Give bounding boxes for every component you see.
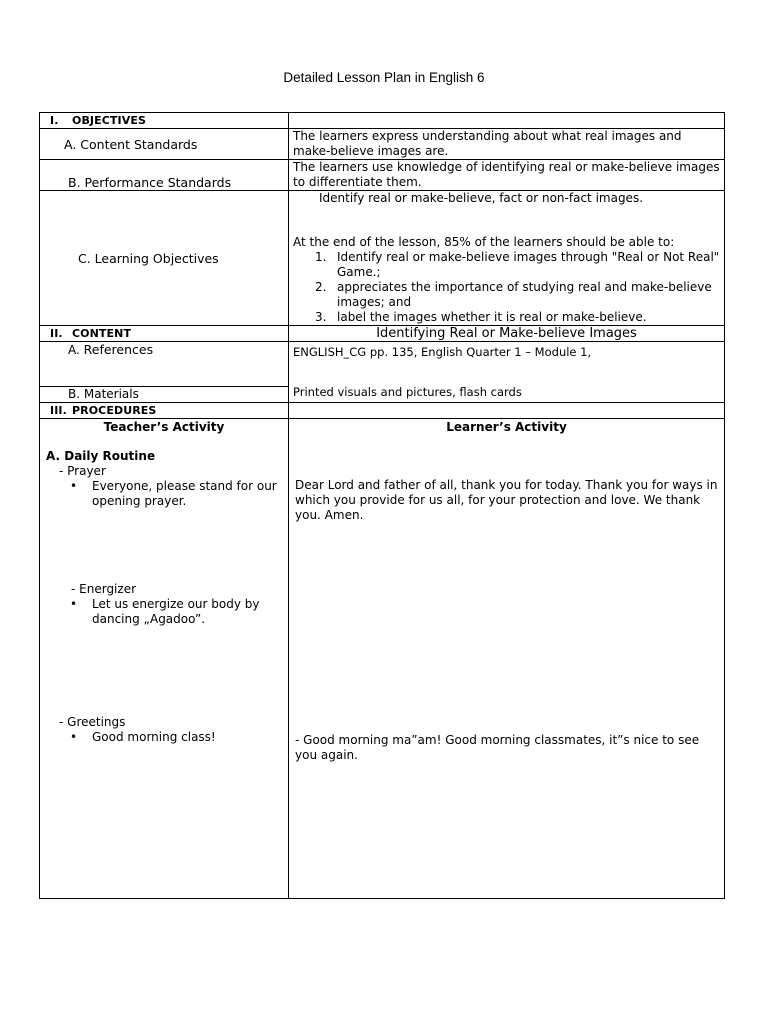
greetings-response: - Good morning ma”am! Good morning classmates, it”s nice to see you again. bbox=[295, 733, 700, 762]
materials-label: B. Materials bbox=[40, 387, 289, 403]
learning-objectives-lead: At the end of the lesson, 85% of the learners should be able to: bbox=[293, 235, 675, 249]
materials-text: Printed visuals and pictures, flash cards bbox=[293, 385, 522, 399]
prayer-list bbox=[40, 479, 288, 509]
learner-activity-cell bbox=[289, 419, 725, 899]
greetings-list bbox=[40, 730, 288, 745]
content-standards-row bbox=[40, 129, 725, 160]
procedures-header-row bbox=[40, 403, 725, 419]
learning-objectives-label: C. Learning Objectives bbox=[40, 191, 289, 326]
document-title: Detailed Lesson Plan in English 6 bbox=[283, 70, 485, 85]
procedures-header: III. PROCEDURES bbox=[40, 403, 289, 419]
content-header: II. CONTENT bbox=[40, 326, 289, 342]
energizer-label: - Energizer bbox=[71, 582, 137, 596]
content-standards-label: A. Content Standards bbox=[40, 129, 289, 160]
references-row bbox=[40, 342, 725, 387]
learner-activity-header: Learner’s Activity bbox=[446, 420, 567, 434]
list-item: • Good morning class! bbox=[66, 730, 288, 745]
list-item: 1. Identify real or make-believe images through "Real or Not Real" Game.; bbox=[315, 250, 720, 279]
references-label: A. References bbox=[40, 342, 289, 387]
teacher-activity-header: Teacher’s Activity bbox=[103, 420, 225, 434]
procedures-body-row bbox=[40, 419, 725, 899]
prayer-response: Dear Lord and father of all, thank you for today. Thank you for ways in which you provide for us all, for your protection and love. We thank you. Amen. bbox=[295, 478, 718, 522]
objectives-header: I. OBJECTIVES bbox=[40, 113, 289, 129]
content-topic: Identifying Real or Make-believe Images bbox=[289, 326, 725, 342]
objectives-header-row bbox=[40, 113, 725, 129]
learning-objectives-intro: Identify real or make-believe, fact or non-fact images. bbox=[319, 191, 644, 205]
list-item: • Everyone, please stand for our opening prayer. bbox=[66, 479, 288, 509]
lesson-plan-table bbox=[39, 112, 725, 899]
greetings-label: - Greetings bbox=[59, 715, 126, 729]
performance-standards-label: B. Performance Standards bbox=[40, 160, 289, 191]
learning-objectives-list bbox=[293, 250, 720, 325]
list-item: 2. appreciates the importance of studying real and make-believe images; and bbox=[315, 280, 712, 309]
content-standards-text: The learners express understanding about what real images and make-believe images are. bbox=[289, 129, 725, 160]
daily-routine-heading: A. Daily Routine bbox=[46, 449, 156, 463]
content-header-row bbox=[40, 326, 725, 342]
references-text: ENGLISH_CG pp. 135, English Quarter 1 – Module 1, bbox=[293, 345, 592, 359]
learning-objectives-cell bbox=[289, 191, 725, 326]
prayer-label: - Prayer bbox=[59, 464, 106, 478]
performance-standards-text: The learners use knowledge of identifying real or make-believe images to differentiate them. bbox=[289, 160, 725, 191]
teacher-activity-cell bbox=[40, 419, 289, 899]
list-item: • Let us energize our body by dancing „Agadoo”. bbox=[66, 597, 288, 627]
learning-objectives-row bbox=[40, 191, 725, 326]
energizer-list bbox=[40, 597, 288, 627]
list-item: 3. label the images whether it is real or make-believe. bbox=[315, 310, 647, 324]
references-materials-cell bbox=[289, 342, 725, 403]
performance-standards-row bbox=[40, 160, 725, 191]
